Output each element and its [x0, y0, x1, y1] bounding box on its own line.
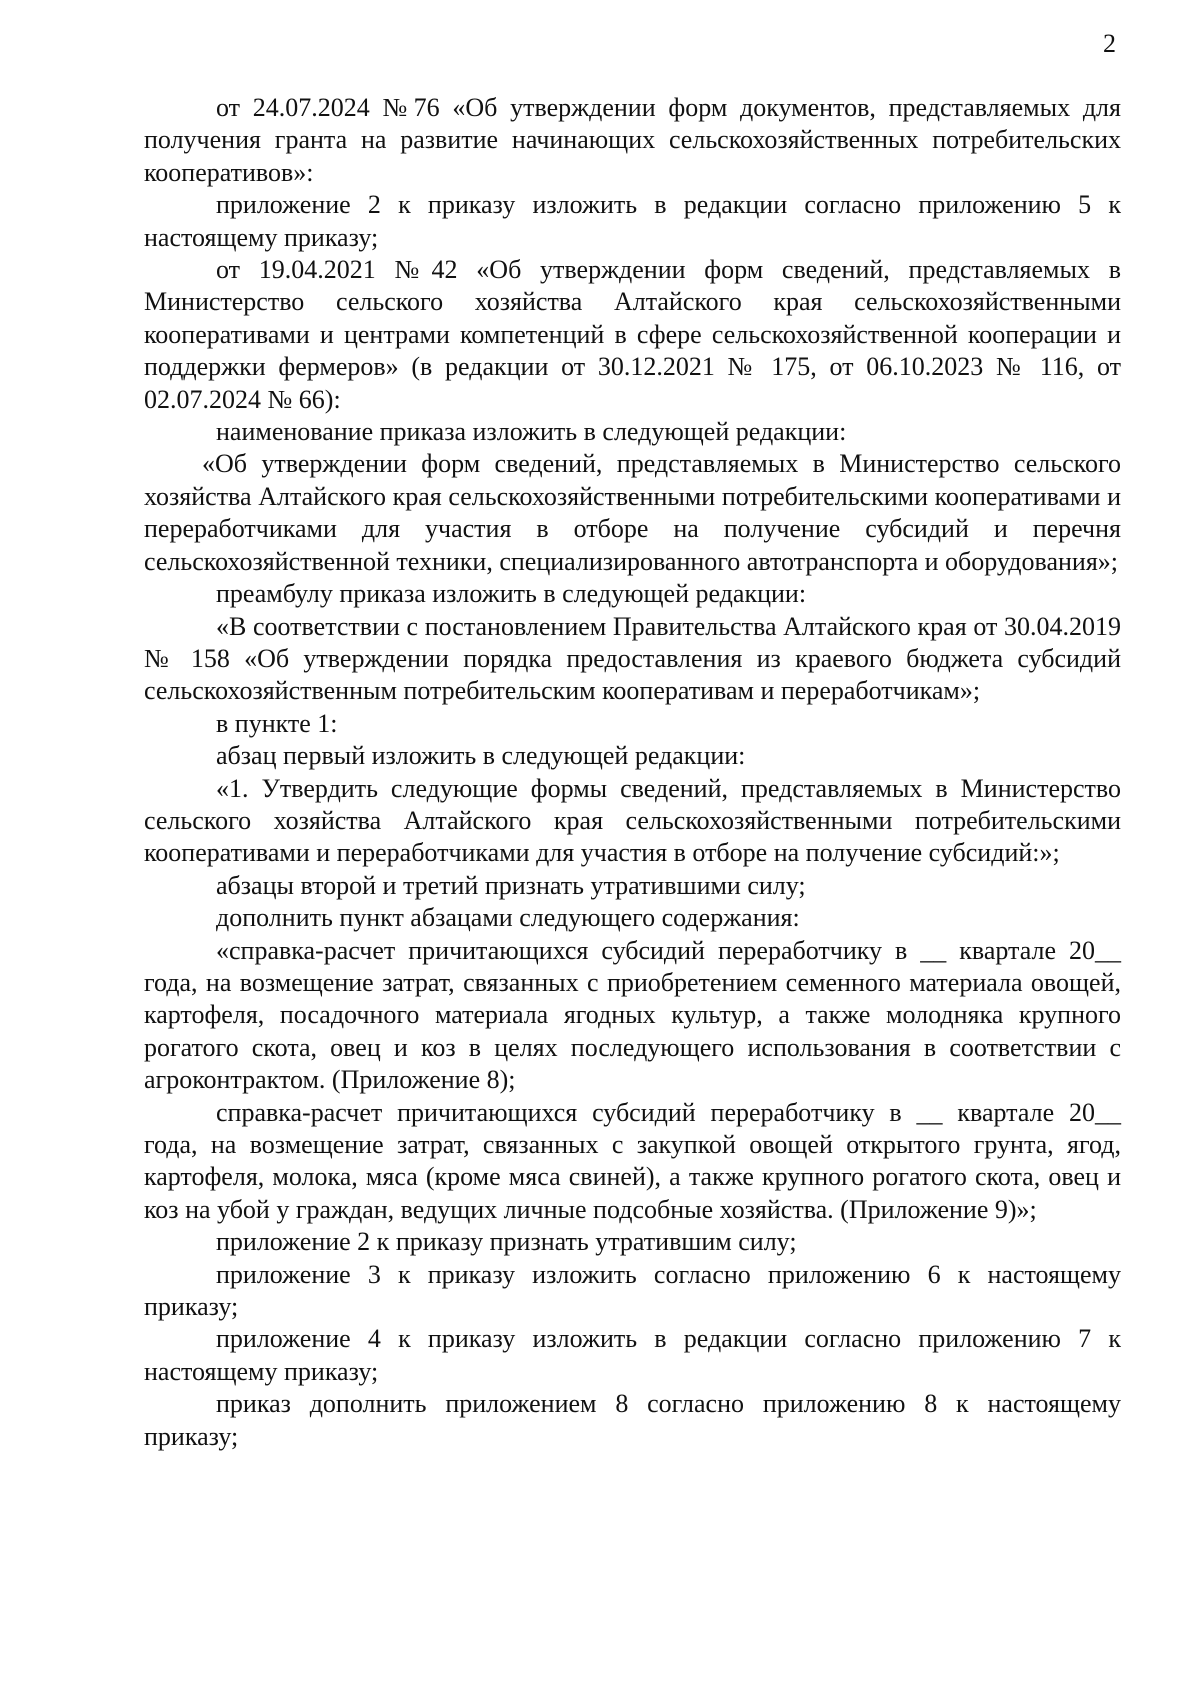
- paragraph-preamble: преамбулу приказа изложить в следующей редакции:: [216, 579, 807, 609]
- paragraph-first-abzac: абзац первый изложить в следующей редакции:: [216, 741, 746, 771]
- document-body: [144, 92, 1121, 1453]
- paragraph-preamble-quote: «В соответствии с постановлением Правительства Алтайского края от 30.04.2019 № 158 «Об утверждении порядка предоставления из краевого бюджета субсидий сельскохозяйственным потребительским кооперативам и переработчикам»;: [144, 611, 1121, 706]
- paragraph-certificate-9: справка-расчет причитающихся субсидий переработчику в __ квартале 20__ года, на возмещение затрат, связанных с закупкой овощей открытого грунта, ягод, картофеля, молока, мяса (кроме мяса свиней), а также крупного рогатого скота, овец и коз на убой у граждан, ведущих личные подсобные хозяйства. (Приложение 9)»;: [144, 1097, 1121, 1224]
- paragraph-appendix-3: приложение 3 к приказу изложить согласно приложению 6 к настоящему приказу;: [144, 1259, 1121, 1322]
- paragraph-approve-forms: «1. Утвердить следующие формы сведений, представляемых в Министерство сельского хозяйства Алтайского края сельскохозяйственными потребительскими кооперативами и переработчиками для участия в отборе на получение субсидий:»;: [144, 773, 1121, 868]
- page-number: 2: [1103, 29, 1116, 58]
- paragraph-appendix-2-void: приложение 2 к приказу признать утратившим силу;: [216, 1227, 797, 1257]
- paragraph-supplement: дополнить пункт абзацами следующего содержания:: [216, 903, 800, 933]
- paragraph-order-name-quote: «Об утверждении форм сведений, представляемых в Министерство сельского хозяйства Алтайского края сельскохозяйственными потребительскими кооперативами и переработчиками для участия в отборе на получение субсидий и перечня сельскохозяйственной техники, специализированного автотранспорта и оборудования»;: [144, 449, 1121, 576]
- paragraph-appendix-4: приложение 4 к приказу изложить в редакции согласно приложению 7 к настоящему приказу;: [144, 1324, 1121, 1386]
- paragraph-appendix-2-edit: приложение 2 к приказу изложить в редакции согласно приложению 5 к настоящему приказу;: [144, 190, 1121, 252]
- paragraph-order-42: от 19.04.2021 №42 «Об утверждении форм сведений, представляемых в Министерство сельского хозяйства Алтайского края сельскохозяйственными кооперативами и центрами компетенций в сфере сельскохозяйственной кооперации и поддержки фермеров» (в редакции от 30.12.2021 № 175, от 06.10.2023 № 116, от 02.07.2024 № 66):: [144, 255, 1121, 414]
- paragraph-abzacs-void: абзацы второй и третий признать утратившими силу;: [216, 870, 806, 900]
- paragraph-certificate-8: «справка-расчет причитающихся субсидий переработчику в __ квартале 20__ года, на возмещение затрат, связанных с приобретением семенного материала овощей, картофеля, посадочного материала ягодных культур, а также молодняка крупного рогатого скота, овец и коз в целях последующего использования в соответствии с агроконтрактом. (Приложение 8);: [144, 935, 1121, 1095]
- paragraph-order-name: наименование приказа изложить в следующей редакции:: [216, 417, 847, 447]
- paragraph-point-1: в пункте 1:: [216, 708, 338, 738]
- paragraph-appendix-8: приказ дополнить приложением 8 согласно приложению 8 к настоящему приказу;: [144, 1389, 1121, 1451]
- paragraph-order-76: от 24.07.2024 №76 «Об утверждении форм документов, представляемых для получения гранта на развитие начинающих сельскохозяйственных потребительских кооперативов»:: [144, 93, 1121, 187]
